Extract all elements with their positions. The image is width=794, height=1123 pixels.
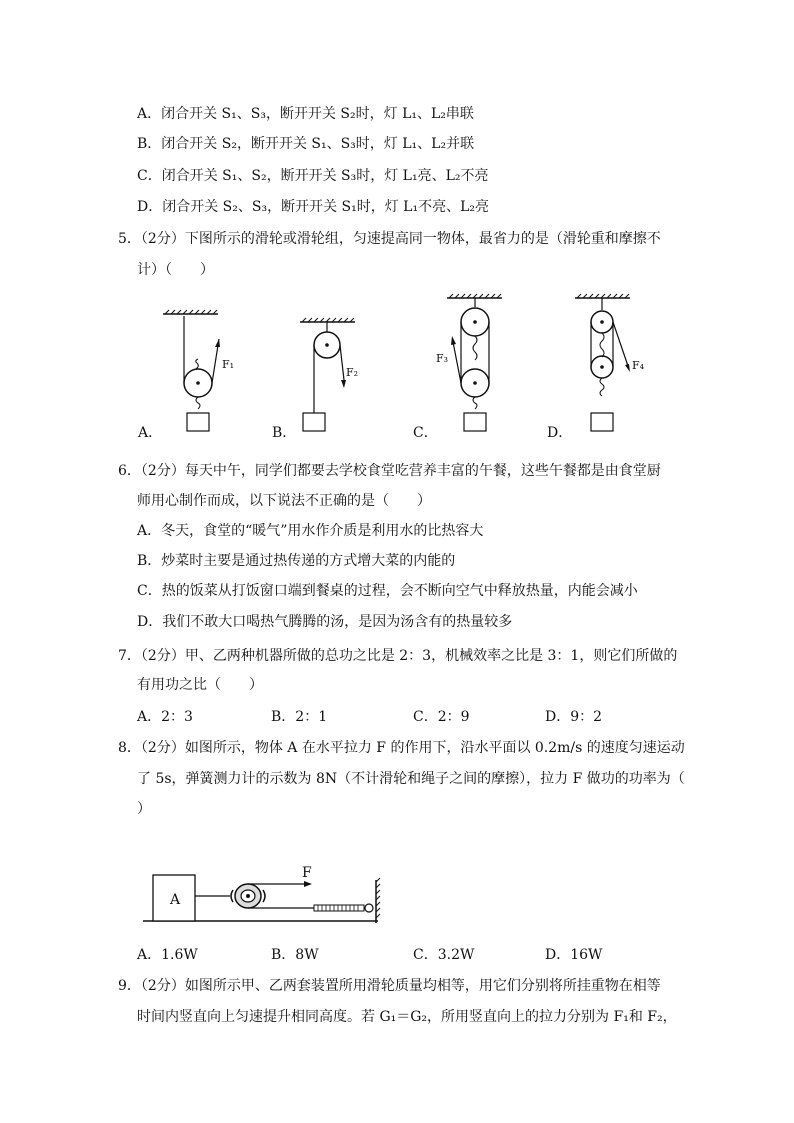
q8-option-a: A．1.6W bbox=[137, 947, 198, 963]
figure-label-b: B． bbox=[272, 425, 297, 441]
pulley-figure-b bbox=[272, 318, 358, 441]
q6-option-d: D．我们不敢大口喝热气腾腾的汤，是因为汤含有的热量较多 bbox=[137, 614, 513, 630]
q4-option-c: C．闭合开关 S₁、S₂，断开开关 S₃时，灯 L₁亮、L₂不亮 bbox=[137, 168, 489, 184]
q8-option-c: C．3.2W bbox=[413, 947, 475, 963]
q6-stem-line2: 师用心制作而成，以下说法不正确的是（ ） bbox=[137, 493, 431, 509]
pulley-figure-d bbox=[547, 294, 645, 441]
q9-stem-line2: 时间内竖直向上匀速提升相同高度。若 G₁＝G₂，所用竖直向上的拉力分别为 F₁和 F₂， bbox=[137, 1009, 677, 1025]
force-label-f: F bbox=[302, 865, 312, 881]
q7-option-c: C．2：9 bbox=[413, 709, 470, 725]
q7-stem-line1: 7．（2分）甲、乙两种机器所做的总功之比是 2：3，机械效率之比是 3：1，则它们所做的 bbox=[118, 648, 678, 664]
q4-option-d: D．闭合开关 S₂、S₃，断开开关 S₁时，灯 L₁不亮、L₂亮 bbox=[137, 199, 490, 215]
q7-option-b: B．2：1 bbox=[271, 709, 328, 725]
force-label-f4: F₄ bbox=[632, 359, 645, 372]
q6-option-a: A．冬天，食堂的“暖气”用水作介质是利用水的比热容大 bbox=[137, 523, 484, 539]
q6-option-b: B．炒菜时主要是通过热传递的方式增大菜的内能的 bbox=[137, 553, 456, 569]
q7-option-d: D．9：2 bbox=[545, 709, 603, 725]
q4-option-b: B．闭合开关 S₂，断开开关 S₁、S₃时，灯 L₁、L₂并联 bbox=[137, 136, 475, 152]
q8-stem-line2: 了 5s，弹簧测力计的示数为 8N（不计滑轮和绳子之间的摩擦），拉力 F 做功的功率为（ bbox=[137, 771, 685, 787]
force-label-f1: F₁ bbox=[222, 358, 235, 371]
force-label-f2: F₂ bbox=[346, 366, 359, 379]
block-label-a: A bbox=[170, 892, 181, 908]
q7-stem-line2: 有用功之比（ ） bbox=[137, 677, 263, 693]
q6-stem-line1: 6．（2分）每天中午，同学们都要去学校食堂吃营养丰富的午餐，这些午餐都是由食堂厨 bbox=[118, 463, 661, 479]
q8-stem-line1: 8．（2分）如图所示，物体 A 在水平拉力 F 的作用下，沿水平面以 0.2m/s 的速度匀速运动 bbox=[118, 740, 685, 756]
q7-options bbox=[137, 706, 697, 726]
q9-stem-line1: 9．（2分）如图所示甲、乙两套装置所用滑轮质量均相等，用它们分别将所挂重物在相等 bbox=[118, 978, 661, 994]
figure-label-c: C． bbox=[413, 425, 438, 441]
q8-options bbox=[137, 944, 697, 964]
q8-option-b: B．8W bbox=[271, 947, 319, 963]
q5-stem-line2: 计）（ ） bbox=[137, 262, 214, 278]
q8-stem-line3: ） bbox=[137, 801, 151, 817]
figure-label-a: A． bbox=[138, 425, 163, 441]
force-label-f3: F₃ bbox=[436, 352, 449, 365]
q7-option-a: A．2：3 bbox=[137, 709, 193, 725]
q6-option-c: C．热的饭菜从打饭窗口端到餐桌的过程，会不断向空气中释放热量，内能会减小 bbox=[137, 583, 638, 599]
pulley-figure-a bbox=[137, 310, 234, 441]
q8-figure bbox=[143, 865, 380, 923]
figure-label-d: D． bbox=[547, 425, 573, 441]
q5-stem-line1: 5．（2分）下图所示的滑轮或滑轮组，匀速提高同一物体，最省力的是（滑轮重和摩擦不 bbox=[118, 231, 661, 247]
q8-option-d: D．16W bbox=[545, 947, 603, 963]
q4-option-a: A．闭合开关 S₁、S₃，断开开关 S₂时，灯 L₁、L₂串联 bbox=[137, 106, 474, 122]
pulley-figure-c bbox=[413, 294, 502, 441]
